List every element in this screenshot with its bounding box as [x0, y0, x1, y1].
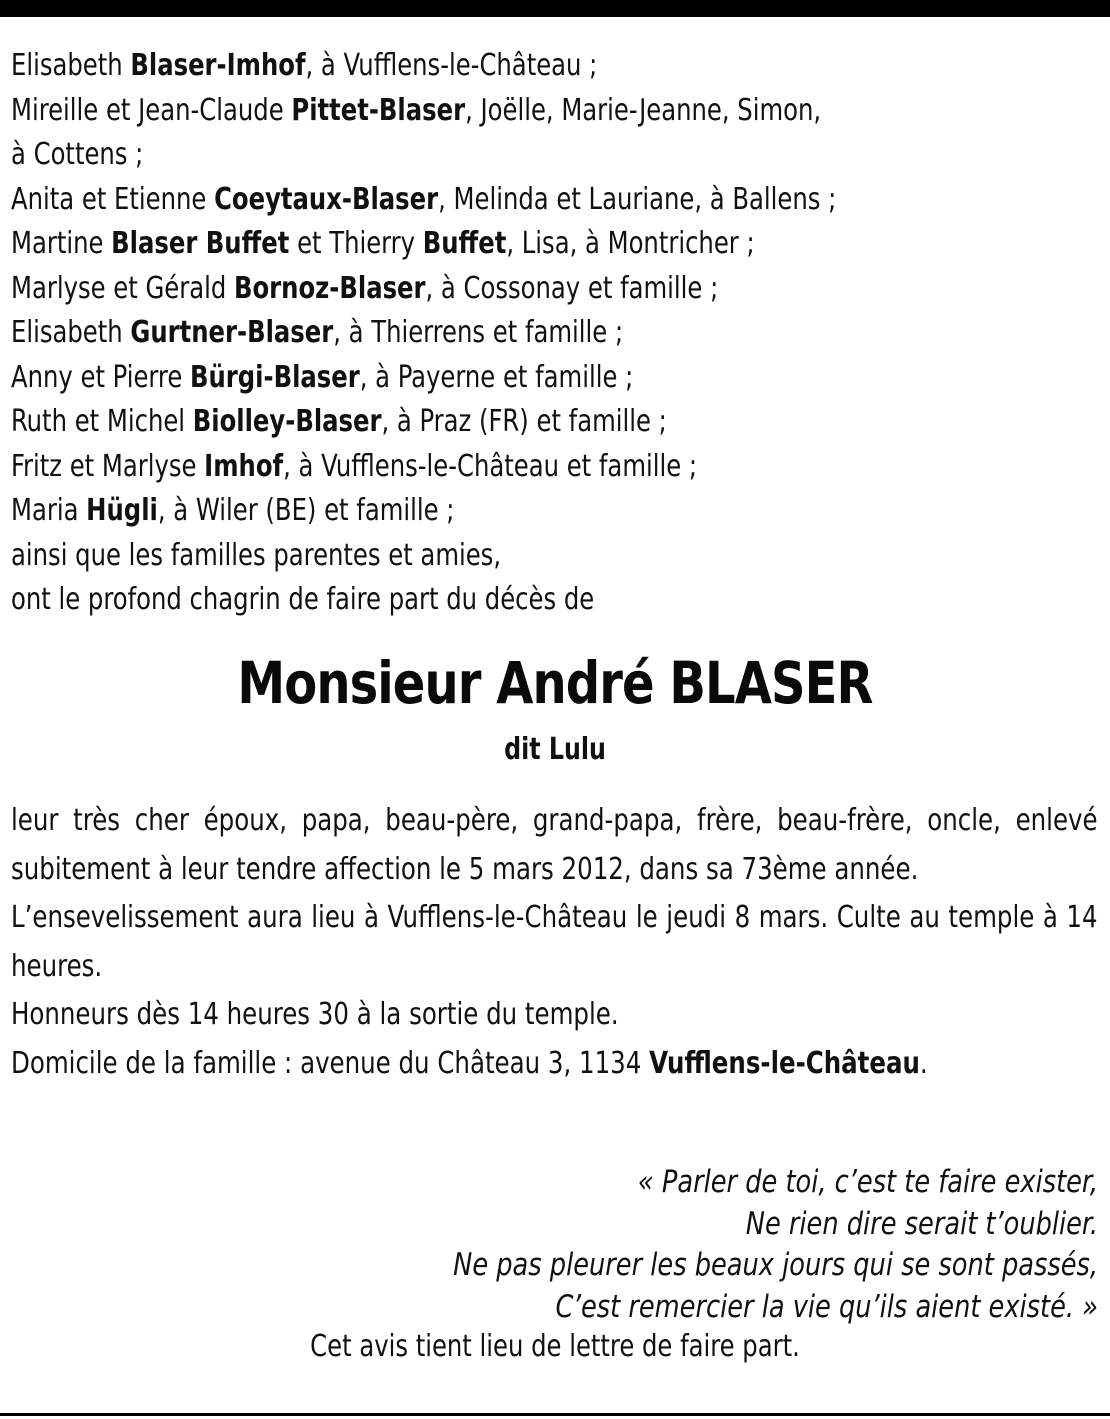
family-text: Fritz et Marlyse	[11, 448, 205, 484]
family-surname: Buffet	[422, 226, 507, 261]
family-text: Marlyse et Gérald	[11, 270, 234, 306]
closing-note: Cet avis tient lieu de lettre de faire part.	[310, 1329, 800, 1364]
family-line	[11, 89, 992, 134]
domicile-suffix: .	[919, 1045, 928, 1081]
family-text: , à Wiler (BE) et famille ;	[157, 493, 455, 528]
family-text: Maria	[11, 493, 87, 528]
poem-line: Ne pas pleurer les beaux jours qui se sont passés,	[453, 1247, 1098, 1283]
family-line	[11, 400, 992, 445]
family-text: Ruth et Michel	[11, 404, 193, 439]
bottom-rule	[0, 1413, 1110, 1416]
top-black-bar	[0, 0, 1110, 17]
burial-paragraph: L’ensevelissement aura lieu à Vufflens-le-Château le jeudi 8 mars. Culte au temple à 14 heures.	[11, 900, 1098, 984]
domicile-address: Domicile de la famille : avenue du Château 3, 1134	[11, 1045, 650, 1081]
family-text: Elisabeth	[11, 315, 131, 350]
family-text: Elisabeth	[11, 48, 131, 83]
family-text: , à Vufflens-le-Château et famille ;	[283, 448, 698, 484]
family-text: ainsi que les familles parentes et amies,	[11, 537, 502, 573]
family-line	[11, 356, 992, 401]
deceased-nickname: dit Lulu	[504, 732, 606, 767]
family-text: , Lisa, à Montricher ;	[506, 226, 755, 261]
family-line	[11, 267, 992, 312]
family-surname: Biolley-Blaser	[192, 404, 382, 439]
family-line	[11, 445, 992, 490]
family-surname: Hügli	[86, 493, 158, 528]
relationship-paragraph: leur très cher époux, papa, beau-père, grand-papa, frère, beau-frère, oncle, enlevé subitement à leur tendre affection le 5 mars 2012, dans sa 73ème année.	[11, 803, 1098, 887]
family-surname: Blaser-Imhof	[130, 48, 306, 83]
poem-line: « Parler de toi, c’est te faire exister,	[637, 1164, 1098, 1200]
family-text: Anny et Pierre	[11, 359, 190, 395]
family-surname: Blaser Buffet	[111, 226, 290, 261]
family-surname: Gurtner-Blaser	[130, 315, 334, 350]
family-text: à Cottens ;	[11, 137, 144, 172]
family-text: , Melinda et Lauriane, à Ballens ;	[438, 181, 837, 217]
family-text: , à Payerne et famille ;	[359, 359, 634, 395]
family-text: ont le profond chagrin de faire part du décès de	[11, 582, 595, 617]
family-surname: Coeytaux-Blaser	[214, 181, 439, 217]
family-line	[11, 489, 992, 534]
poem-line: Ne rien dire serait t’oublier.	[745, 1205, 1098, 1242]
family-text: , Joëlle, Marie-Jeanne, Simon,	[465, 92, 822, 128]
domicile-paragraph	[11, 1040, 1098, 1089]
funeral-details	[11, 797, 1098, 1088]
poem-line: C’est remercier la vie qu’ils aient existé. »	[555, 1288, 1098, 1325]
family-text: , à Thierrens et famille ;	[333, 315, 624, 350]
family-text: Mireille et Jean-Claude	[11, 92, 292, 128]
family-line	[11, 222, 992, 267]
family-text: , à Vufflens-le-Château ;	[305, 48, 598, 83]
family-surname: Bürgi-Blaser	[189, 359, 360, 395]
family-list	[11, 44, 992, 623]
family-surname: Imhof	[204, 448, 284, 484]
family-text: Anita et Etienne	[11, 181, 215, 217]
family-surname: Bornoz-Blaser	[233, 270, 426, 306]
honors-paragraph: Honneurs dès 14 heures 30 à la sortie du temple.	[11, 997, 619, 1032]
poem	[0, 1162, 1098, 1328]
family-text: , à Praz (FR) et famille ;	[381, 404, 667, 439]
family-surname: Pittet-Blaser	[291, 92, 466, 128]
deceased-name: Monsieur André BLASER	[237, 649, 873, 717]
family-line	[11, 311, 992, 356]
family-text: , à Cossonay et famille ;	[425, 270, 719, 306]
family-text: et Thierry	[289, 226, 423, 261]
family-line	[11, 178, 992, 223]
family-line	[11, 578, 992, 623]
family-line	[11, 133, 992, 178]
domicile-town: Vufflens-le-Château	[649, 1045, 920, 1081]
family-line	[11, 44, 992, 89]
family-line	[11, 534, 992, 579]
family-text: Martine	[11, 226, 112, 261]
